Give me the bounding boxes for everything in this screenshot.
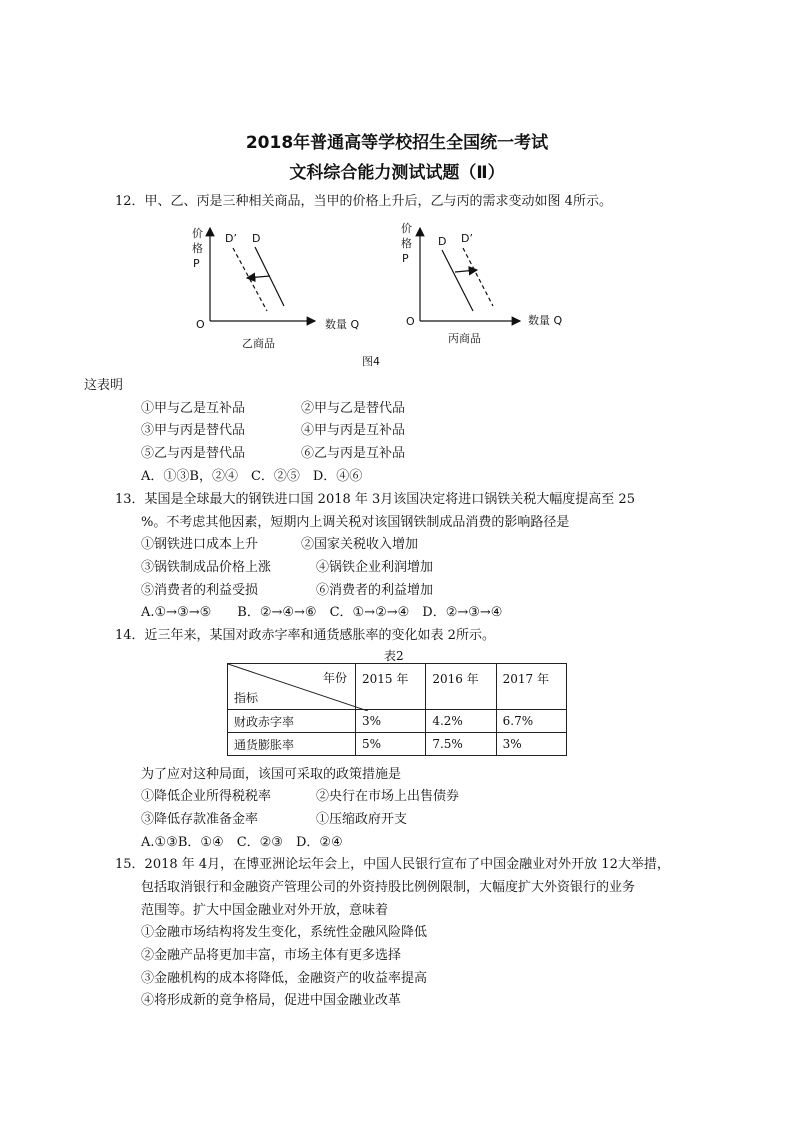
- table-cell: 7.5%: [426, 733, 496, 756]
- header-indicator-label: 指标: [234, 691, 259, 705]
- q13-option-4: ④锅铁企业利润增加: [316, 560, 434, 575]
- right-y-label-2: 格: [401, 237, 412, 250]
- left-curve-label: D: [252, 232, 261, 245]
- q13-option-3: ③锅铁制成品价格上涨: [141, 560, 272, 575]
- q13-stem-line1: 13．某国是全球最大的钢铁进口国 2018 年 3月该国决定将进口锅铁关税大幅度提高至 25: [115, 492, 635, 507]
- q14-option-4: ①压缩政府开支: [316, 812, 408, 827]
- q15-stem-line1: 15．2018 年 4月，在博亚洲论坛年会上，中国人民银行宣布了中国金融业对外开放 12大举措，: [115, 857, 670, 872]
- right-curve-shifted: [463, 248, 493, 306]
- left-y-label-3: P: [193, 257, 200, 270]
- exam-title: 2018年普通高等学校招生全国统一考试: [245, 133, 549, 153]
- left-y-label-1: 价: [192, 227, 203, 240]
- q12-option-5: ⑤乙与丙是替代品: [141, 446, 246, 461]
- right-shift-arrow: [455, 270, 477, 272]
- q14-option-1: ①降低企业所得税税率: [141, 789, 272, 804]
- q13-option-6: ⑥消费者的利益增加: [316, 583, 434, 598]
- q13-option-5: ⑤消费者的利益受损: [141, 583, 259, 598]
- header-year-2016: 2016 年: [426, 664, 496, 710]
- q12-lead: 这表明: [84, 378, 124, 393]
- q12-choices: A．①③B，②④ C．②⑤ D．④⑥: [141, 469, 363, 484]
- left-y-label-2: 格: [192, 242, 203, 255]
- table-row: [228, 710, 567, 733]
- q15-option-1: ①金融市场结构将发生变化，系统性金融风险降低: [141, 925, 428, 940]
- q15-stem-line3: 范围等。扩大中国金融业对外开放，意味着: [141, 903, 389, 918]
- q15-option-3: ③金融机构的成本将降低，金融资产的收益率提高: [141, 971, 428, 986]
- q12-stem: 12．甲、乙、丙是三种相关商品，当甲的价格上升后，乙与丙的需求变动如图 4所示。: [115, 194, 612, 209]
- right-y-label-1: 价: [401, 222, 412, 235]
- right-y-label-3: P: [402, 252, 409, 265]
- exam-subtitle: 文科综合能力测试试题（Ⅱ）: [289, 163, 505, 183]
- q12-option-3: ③甲与丙是替代品: [141, 423, 246, 438]
- table-cell: 4.2%: [426, 710, 496, 733]
- table-row: [228, 733, 567, 756]
- q14-stem: 14．近三年来，某国对政赤字率和通货感胀率的变化如表 2所示。: [115, 628, 495, 643]
- table-cell: 3%: [496, 733, 566, 756]
- table-caption: 表2: [384, 649, 404, 663]
- graph-left: [192, 227, 359, 350]
- table-cell: 3%: [356, 710, 426, 733]
- q15-option-4: ④将形成新的竟争格局，促进中国金融业改革: [141, 993, 402, 1008]
- q12-option-1: ①甲与乙是互补品: [141, 401, 246, 416]
- q15-option-2: ②金融产品将更加丰富，市场主体有更多选择: [141, 948, 402, 963]
- right-curve-orig: [442, 250, 473, 311]
- figure-caption: 图4: [362, 355, 380, 368]
- q12-option-4: ④甲与丙是互补品: [301, 423, 406, 438]
- table-cell: 5%: [356, 733, 426, 756]
- table-cell: 6.7%: [496, 710, 566, 733]
- left-caption: 乙商品: [242, 337, 275, 350]
- q14-lead: 为了应对这种局面，该国可采取的政策措施是: [141, 767, 402, 782]
- q12-option-6: ⑥乙与丙是互补品: [301, 446, 406, 461]
- right-x-label: 数量 Q: [528, 314, 563, 327]
- row-label: 通货膨胀率: [228, 733, 356, 756]
- left-shift-arrow: [247, 276, 270, 278]
- right-origin: O: [406, 315, 415, 328]
- q13-choices: A.①→③→⑤ B．②→④→⑥ C．①→②→④ D．②→③→④: [141, 605, 503, 620]
- q14-option-3: ③降低存款准备金率: [141, 812, 259, 827]
- q14-option-2: ②央行在市场上出售债券: [316, 789, 460, 804]
- q13-option-1: ①钢铁进口成本上升: [141, 537, 259, 552]
- left-origin: O: [196, 318, 205, 331]
- table-header-row: [228, 664, 567, 710]
- graph-right: [401, 222, 562, 345]
- left-x-label: 数量 Q: [325, 318, 360, 331]
- left-curve-shifted: [233, 248, 267, 311]
- right-curve-shifted-label: D’: [461, 232, 473, 245]
- header-year-2015: 2015 年: [356, 664, 426, 710]
- header-year-2017: 2017 年: [496, 664, 566, 710]
- right-curve-label: D: [438, 235, 447, 248]
- q15-stem-line2: 包括取消银行和金融资产管理公司的外资持股比例例限制，大幅度扩大外资银行的业务: [141, 880, 636, 895]
- right-caption: 丙商品: [448, 332, 481, 345]
- q14-choices: A.①③B．①④ C．②③ D．②④: [141, 835, 343, 850]
- data-table: [227, 663, 567, 756]
- demand-graphs: [180, 220, 580, 370]
- q12-option-2: ②甲与乙是替代品: [301, 401, 406, 416]
- q13-option-2: ②国家关税收入增加: [301, 537, 419, 552]
- q13-stem-line2: %。不考虑其他因素，短期内上调关税对该国钢铁制成品消费的影响路径是: [141, 515, 570, 530]
- header-year-label: 年份: [322, 671, 347, 685]
- table-diagonal-header: [228, 664, 356, 710]
- left-curve-shifted-label: D’: [225, 232, 237, 245]
- row-label: 财政赤字率: [228, 710, 356, 733]
